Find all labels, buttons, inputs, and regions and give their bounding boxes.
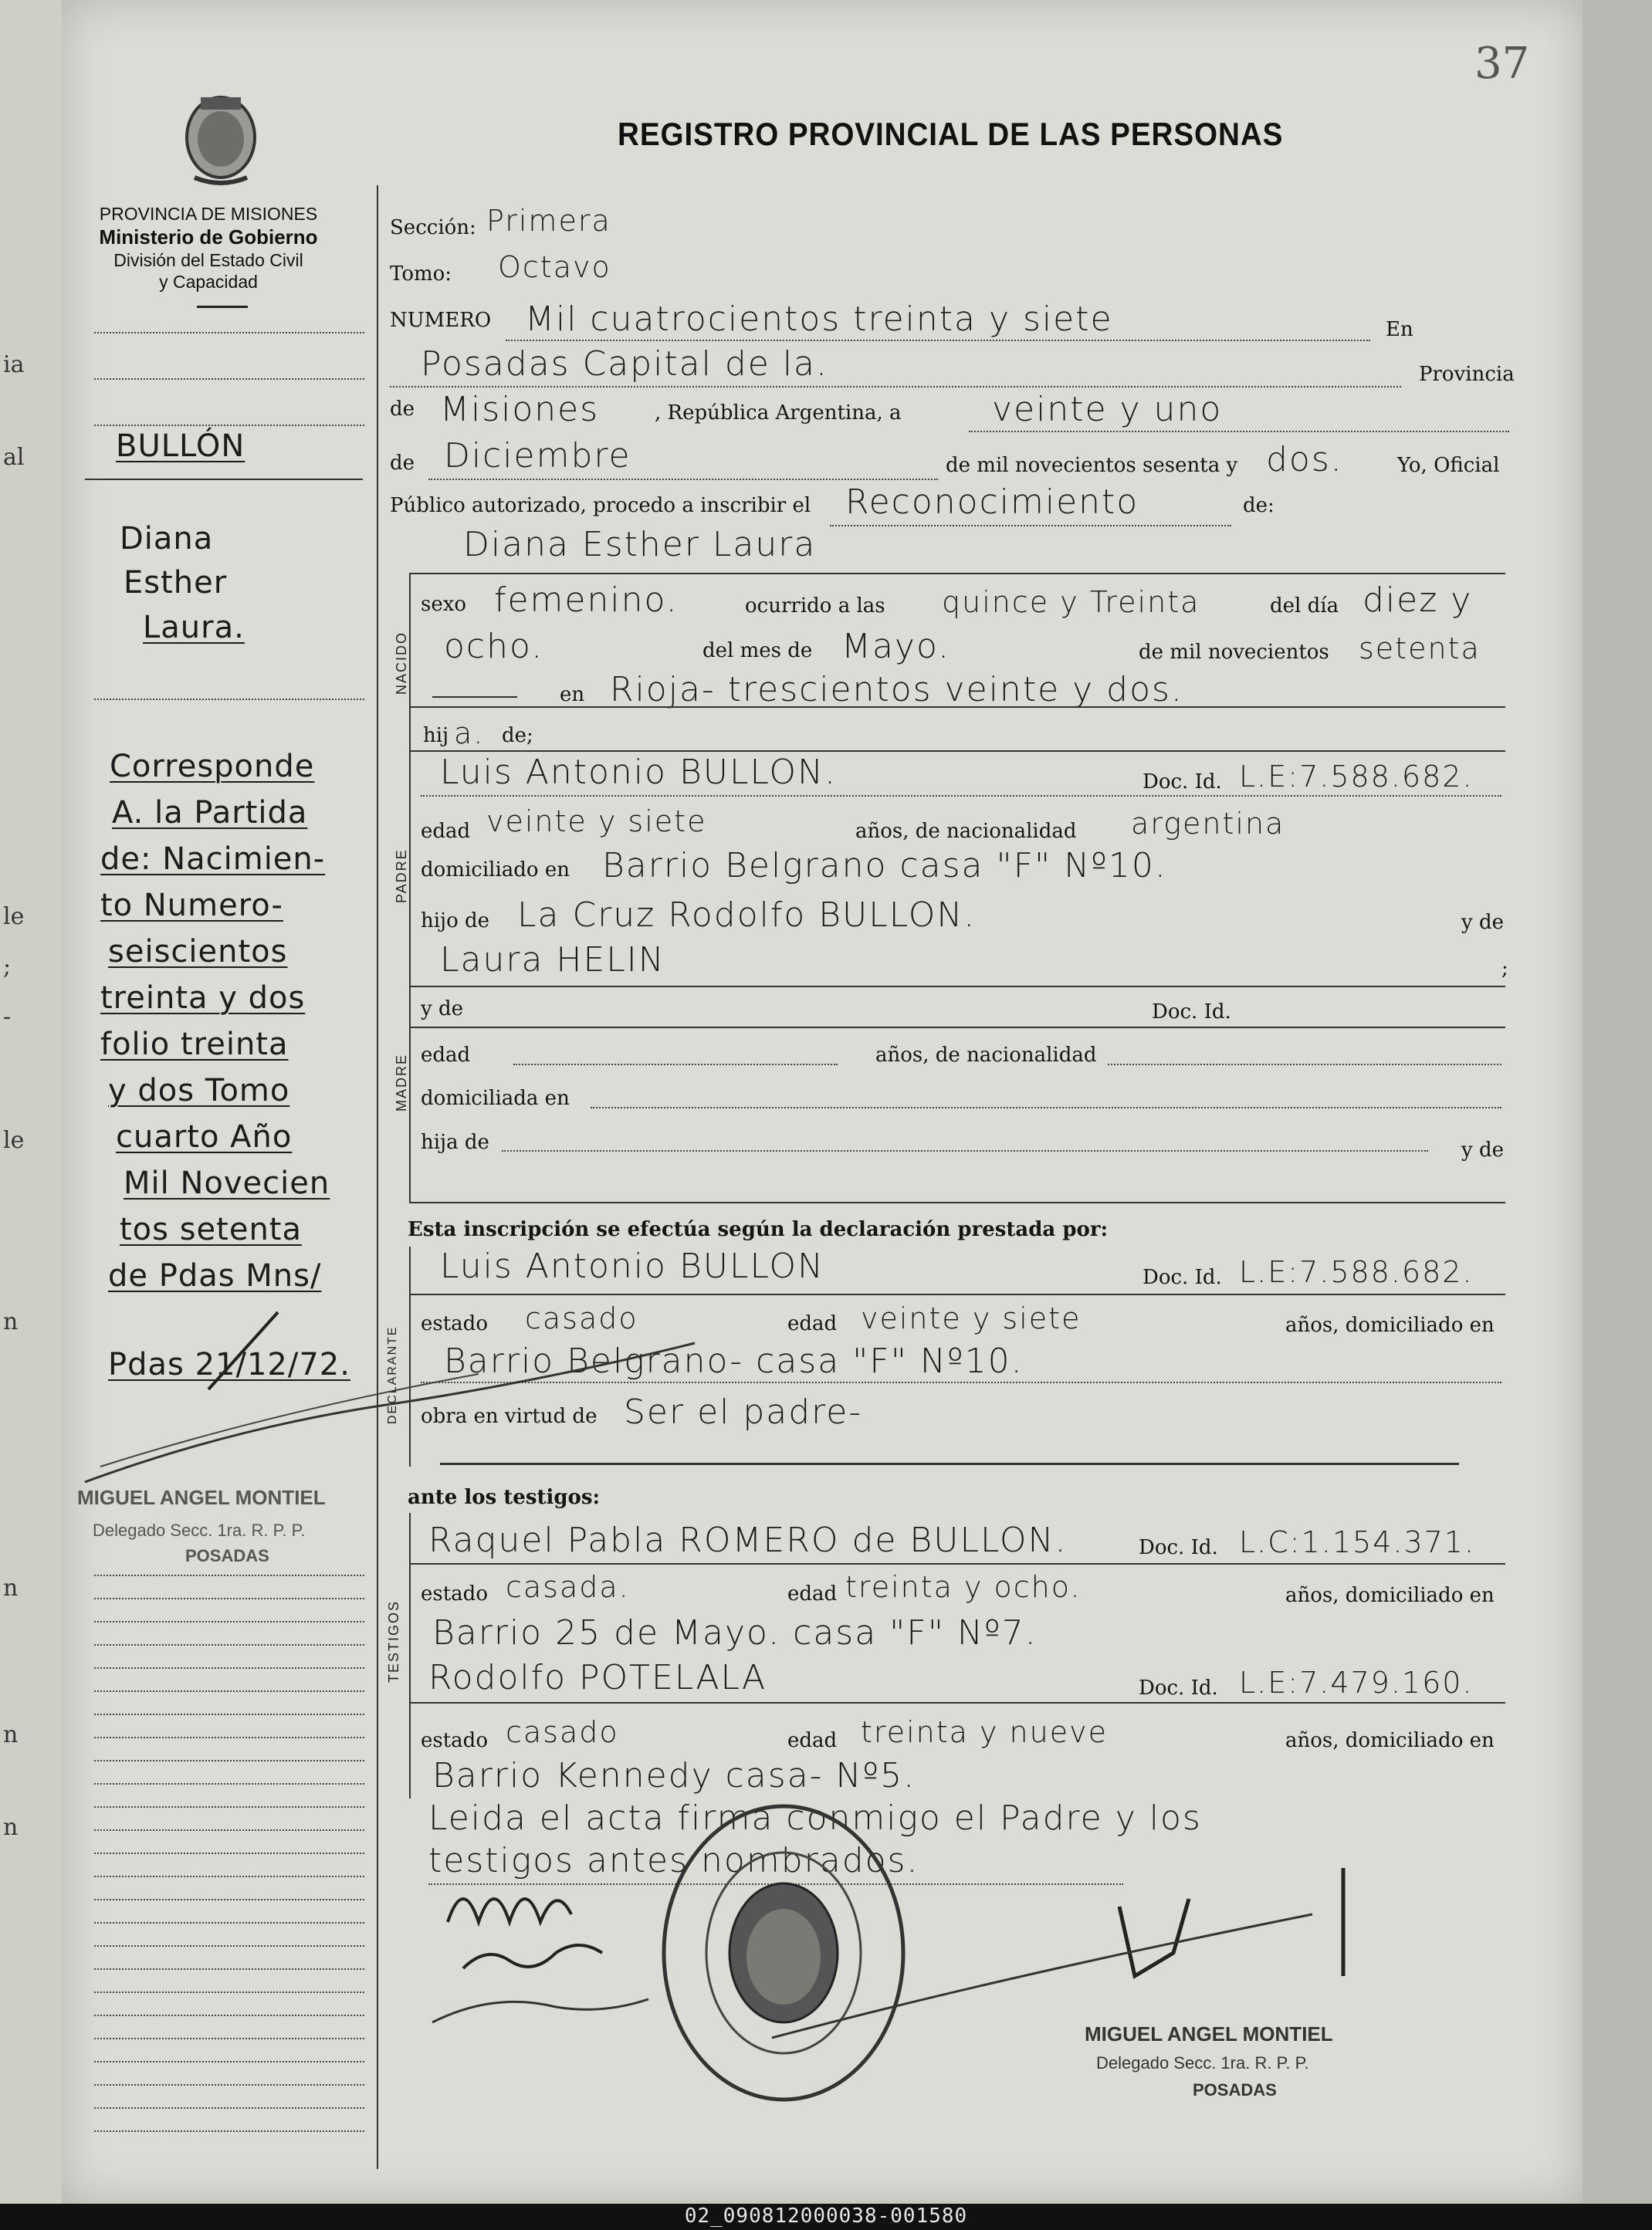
declarante-estado: casado — [525, 1301, 638, 1335]
de-label: de — [390, 398, 415, 421]
declarante-estado-label: estado — [421, 1312, 488, 1335]
coat-of-arms-icon — [179, 91, 262, 191]
oficial-label: Yo, Oficial — [1397, 454, 1500, 477]
margin-note-line: de Pdas Mns/ — [108, 1258, 322, 1294]
margin-note-line: Mil Novecien — [124, 1166, 330, 1201]
closing-line-2: testigos antes nombrados. — [428, 1841, 919, 1880]
acto-value: Reconocimiento — [845, 482, 1139, 522]
testigo1-dom: Barrio 25 de Mayo. casa "F" Nº7. — [432, 1613, 1038, 1653]
testigo2-nombre: Rodolfo POTELALA — [428, 1658, 767, 1697]
lugar-label: en — [560, 683, 585, 706]
declarante-nombre: Luis Antonio BULLON — [440, 1247, 824, 1286]
mes-value: Mayo. — [841, 627, 951, 666]
facing-page-edge — [0, 0, 65, 2204]
section-label-testigos: TESTIGOS — [386, 1599, 401, 1683]
edge-fragment: al — [3, 444, 25, 471]
stamp-name: MIGUEL ANGEL MONTIEL — [77, 1486, 326, 1509]
sexo-value: femenino. — [494, 580, 679, 620]
edge-fragment: n — [3, 1814, 19, 1841]
stamp-city: POSADAS — [1193, 2080, 1277, 2100]
mes-label: del mes de — [702, 639, 813, 662]
section-label-declarante: DECLARANTE — [386, 1325, 399, 1424]
org-province: PROVINCIA DE MISIONES — [99, 204, 318, 224]
edge-fragment: ; — [3, 953, 12, 980]
margin-note-line: cuarto Año — [116, 1119, 293, 1155]
margin-note-line: tos setenta — [120, 1212, 302, 1247]
republica-label: , República Argentina, a — [655, 401, 902, 425]
dia-value-cont: ocho. — [444, 627, 544, 666]
declarante-obra: Ser el padre- — [624, 1392, 863, 1432]
page-title: REGISTRO PROVINCIAL DE LAS PERSONAS — [618, 116, 1284, 152]
hora-value: quince y Treinta — [942, 585, 1200, 619]
testigo1-doc: L.C:1.154.371. — [1239, 1525, 1476, 1559]
testigo2-doc-label: Doc. Id. — [1139, 1677, 1218, 1700]
publico-label: Público autorizado, procedo a inscribir el — [390, 494, 811, 517]
declarante-dom: Barrio Belgrano- casa "F" Nº10. — [444, 1342, 1024, 1381]
edge-fragment: le — [3, 903, 25, 930]
hijo-de-label: de; — [502, 724, 533, 747]
madre-yde-label: y de — [421, 997, 463, 1020]
margin-note-line: seiscientos — [108, 934, 288, 969]
signatures-drawing — [77, 1281, 1513, 2115]
hijo-label: hij — [423, 724, 449, 747]
testigo1-edad-label: edad — [787, 1582, 838, 1606]
dia-value: diez y — [1363, 580, 1473, 620]
org-division: División del Estado Civil — [113, 250, 303, 270]
padre-padres: La Cruz Rodolfo BULLON. — [517, 895, 977, 935]
testigo1-nombre: Raquel Pabla ROMERO de BULLON. — [428, 1521, 1068, 1560]
anio-value: dos. — [1266, 440, 1343, 479]
testigo1-estado-label: estado — [421, 1582, 488, 1606]
testigos-intro: ante los testigos: — [408, 1486, 601, 1509]
padre-dom-label: domiciliado en — [421, 858, 570, 882]
padre-edad-label: edad — [421, 820, 471, 843]
madre-dom-label: domiciliada en — [421, 1087, 570, 1110]
footer-document-id: 02_090812000038-001580 — [684, 2205, 968, 2228]
page-number: 37 — [1474, 39, 1530, 89]
declarante-doc: L.E:7.588.682. — [1239, 1255, 1474, 1289]
margin-given-name: Esther — [124, 565, 228, 601]
mes-value: Diciembre — [444, 436, 631, 475]
testigo2-estado: casado — [506, 1715, 619, 1749]
section-label-madre: MADRE — [394, 1053, 409, 1112]
seccion-label: Sección: — [390, 216, 476, 239]
hijo-value: a. — [454, 716, 485, 750]
edge-fragment: n — [3, 1575, 19, 1602]
stamp-role: Delegado Secc. 1ra. R. P. P. — [1096, 2053, 1309, 2073]
padre-doc: L.E:7.588.682. — [1239, 760, 1474, 794]
de-label: de — [390, 452, 415, 475]
testigo2-estado-label: estado — [421, 1729, 488, 1752]
margin-note-line: treinta y dos — [100, 980, 306, 1016]
testigo1-doc-label: Doc. Id. — [1139, 1536, 1218, 1559]
dia-label: del día — [1270, 594, 1339, 618]
declarante-obra-label: obra en virtud de — [421, 1405, 597, 1428]
book-cover-edge — [1583, 0, 1652, 2204]
declarante-doc-label: Doc. Id. — [1143, 1266, 1222, 1289]
margin-note-line: y dos Tomo — [108, 1073, 290, 1108]
margin-given-name: Diana — [120, 521, 214, 557]
edge-fragment: ia — [3, 351, 25, 378]
margin-note-line: Corresponde — [110, 749, 315, 784]
padre-yde-label: y de — [1461, 911, 1504, 934]
margin-given-name: Laura. — [143, 610, 245, 645]
madre-nac-label: años, de nacionalidad — [875, 1044, 1097, 1067]
padre-nombre: Luis Antonio BULLON. — [440, 753, 837, 792]
hora-label: ocurrido a las — [745, 594, 885, 618]
closing-line-1: Leida el acta firma conmigo el Padre y los — [428, 1799, 1202, 1838]
margin-note-line: A. la Partida — [112, 795, 308, 831]
section-label-padre: PADRE — [394, 848, 409, 903]
padre-edad: veinte y siete — [486, 804, 707, 838]
org-capacity: y Capacidad — [159, 272, 258, 292]
divider — [197, 306, 248, 308]
stamp-city: POSADAS — [185, 1546, 269, 1565]
margin-note-line: folio treinta — [100, 1027, 289, 1062]
section-label-nacido: NACIDO — [394, 631, 409, 695]
edge-fragment: n — [3, 1308, 19, 1335]
edge-fragment: n — [3, 1721, 19, 1748]
testigo2-doc: L.E:7.479.160. — [1239, 1666, 1474, 1700]
padre-nac-label: años, de nacionalidad — [855, 820, 1077, 843]
testigo1-edad: treinta y ocho. — [845, 1570, 1082, 1604]
madre-edad-label: edad — [421, 1044, 471, 1067]
padre-doc-label: Doc. Id. — [1143, 770, 1222, 794]
numero-label: NUMERO — [390, 309, 492, 332]
org-ministry: Ministerio de Gobierno — [99, 225, 318, 249]
declarante-intro: Esta inscripción se efectúa según la declaración prestada por: — [408, 1218, 1109, 1241]
margin-note-line: to Numero- — [100, 888, 283, 923]
padre-nac: argentina — [1131, 807, 1285, 841]
lugar-nacimiento: Rioja- trescientos veinte y dos. — [610, 670, 1183, 709]
en-label: En — [1386, 318, 1413, 341]
tomo-value: Octavo — [498, 250, 611, 284]
testigo1-estado: casada. — [506, 1570, 630, 1604]
margin-surname: BULLÓN — [116, 428, 245, 464]
testigo2-dom: Barrio Kennedy casa- Nº5. — [432, 1756, 916, 1795]
padre-dom: Barrio Belgrano casa "F" Nº10. — [602, 846, 1167, 885]
testigo1-dom-label: años, domiciliado en — [1285, 1584, 1495, 1607]
provincia-label: Provincia — [1419, 363, 1515, 386]
acto-de-label: de: — [1243, 494, 1275, 517]
declarante-dom-label: años, domiciliado en — [1285, 1314, 1495, 1337]
madre-yde: y de — [1461, 1139, 1504, 1162]
tomo-label: Tomo: — [390, 262, 452, 286]
testigo2-edad-label: edad — [787, 1729, 838, 1752]
sexo-label: sexo — [421, 593, 467, 616]
numero-value: Mil cuatrocientos treinta y siete — [525, 299, 1113, 339]
testigo2-edad: treinta y nueve — [861, 1715, 1108, 1749]
stamp-name: MIGUEL ANGEL MONTIEL — [1085, 2022, 1333, 2046]
padre-madre: Laura HELIN — [440, 940, 665, 980]
lugar-value: Posadas Capital de la. — [421, 344, 828, 384]
declarante-edad: veinte y siete — [861, 1301, 1082, 1335]
anio-label: de mil novecientos — [1139, 641, 1329, 664]
margin-date: Pdas 21/12/72. — [108, 1347, 350, 1382]
seccion-value: Primera — [486, 204, 611, 238]
padre-hijo-label: hijo de — [421, 909, 490, 932]
edge-fragment: - — [3, 1003, 12, 1030]
madre-hija-label: hija de — [421, 1131, 489, 1154]
anio-label: de mil novecientos sesenta y — [946, 454, 1238, 477]
margin-note-line: de: Nacimien- — [100, 841, 326, 877]
provincia-value: Misiones — [440, 390, 600, 429]
semicolon: ; — [1501, 957, 1508, 980]
edge-fragment: le — [3, 1127, 25, 1154]
declarante-edad-label: edad — [787, 1312, 838, 1335]
testigo2-dom-label: años, domiciliado en — [1285, 1729, 1495, 1752]
dia-value: veinte y uno — [992, 390, 1223, 429]
nombre-inscripto: Diana Esther Laura — [463, 525, 817, 564]
anio-value: setenta — [1359, 631, 1481, 665]
stamp-role: Delegado Secc. 1ra. R. P. P. — [93, 1521, 306, 1540]
madre-doc-label: Doc. Id. — [1152, 1000, 1231, 1024]
